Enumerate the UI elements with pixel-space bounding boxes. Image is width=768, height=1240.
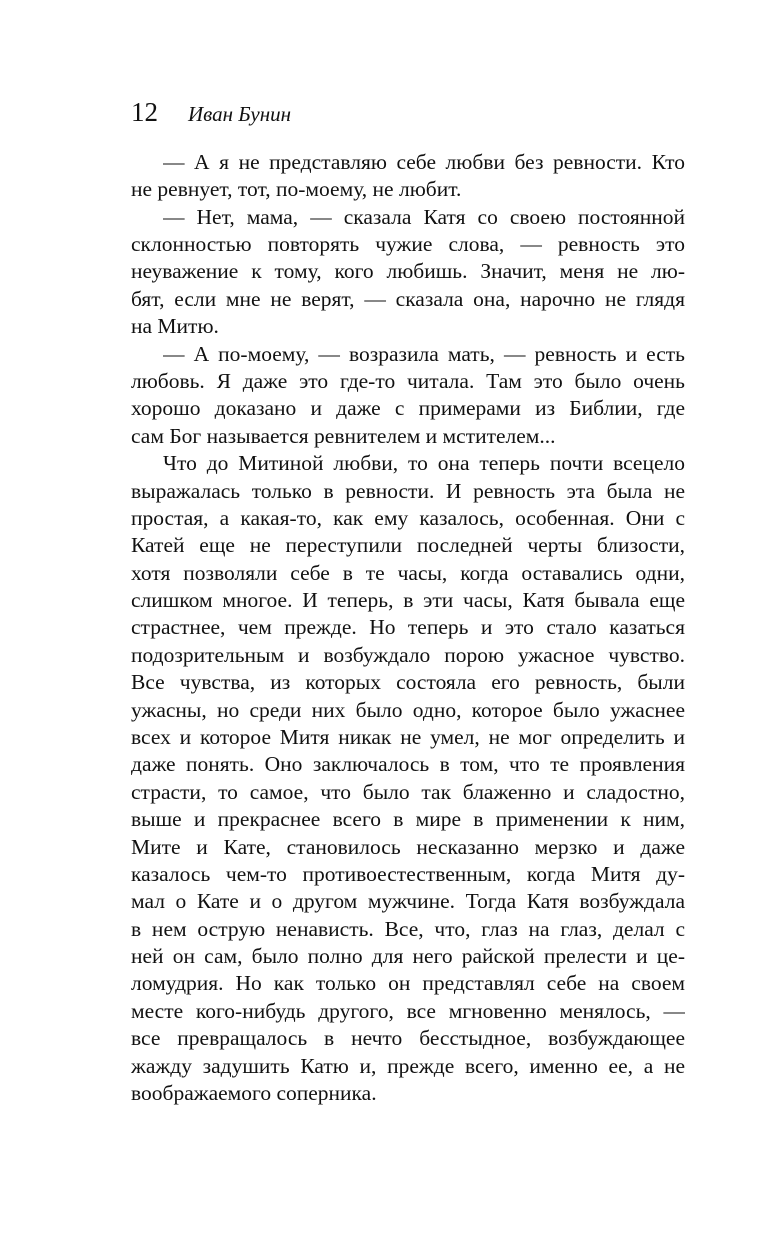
text-line: воображаемого соперника. <box>131 1081 377 1105</box>
text-line: простая, а какая-то, как ему казалось, особенная. Они с <box>131 506 685 530</box>
text-line: сам Бог называется ревнителем и мстителем... <box>131 424 556 448</box>
text-line: — А я не представляю себе любви без ревности. Кто <box>163 150 685 174</box>
text-line: хорошо доказано и даже с примерами из Библии, где <box>131 396 685 420</box>
running-head <box>131 95 291 129</box>
text-line: хотя позволяли себе в те часы, когда оставались одни, <box>131 561 685 585</box>
text-line: — Нет, мама, — сказала Катя со своею постоянной <box>163 205 685 229</box>
text-line: любовь. Я даже это где-то читала. Там это было очень <box>131 369 685 393</box>
text-line: даже понять. Оно заключалось в том, что те проявления <box>131 752 685 776</box>
text-line: казалось чем-то противоестественным, когда Митя ду- <box>131 862 685 886</box>
text-line: страсти, то самое, что было так блаженно и сладостно, <box>131 780 685 804</box>
text-line: выше и прекраснее всего в мире в применении к ним, <box>131 807 685 831</box>
text-line: жажду задушить Катю и, прежде всего, именно ее, а не <box>131 1054 685 1078</box>
text-line: склонностью повторять чужие слова, — ревность это <box>131 232 685 256</box>
author-name: Иван Бунин <box>188 102 292 126</box>
text-line: Мите и Кате, становилось несказанно мерзко и даже <box>131 835 685 859</box>
text-line: страстнее, чем прежде. Но теперь и это стало казаться <box>131 615 685 639</box>
text-line: не ревнует, тот, по-моему, не любит. <box>131 177 462 201</box>
text-line: Что до Митиной любви, то она теперь почти всецело <box>163 451 685 475</box>
text-line: Катей еще не переступили последней черты близости, <box>131 533 685 557</box>
text-line: ужасны, но среди них было одно, которое было ужаснее <box>131 698 685 722</box>
text-line: мал о Кате и о другом мужчине. Тогда Катя возбуждала <box>131 889 685 913</box>
text-line: подозрительным и возбуждало порою ужасное чувство. <box>131 643 685 667</box>
text-line: выражалась только в ревности. И ревность эта была не <box>131 479 685 503</box>
text-line: слишком многое. И теперь, в эти часы, Катя бывала еще <box>131 588 685 612</box>
text-line: в нем острую ненависть. Все, что, глаз на глаз, делал с <box>131 917 685 941</box>
text-line: ломудрия. Но как только он представлял себе на своем <box>131 971 685 995</box>
text-line: — А по-моему, — возразила мать, — ревность и есть <box>163 342 685 366</box>
text-line: всех и которое Митя никак не умел, не мог определить и <box>131 725 685 749</box>
page-number: 12 <box>131 97 158 127</box>
text-line: на Митю. <box>131 314 219 338</box>
text-line: все превращалось в нечто бесстыдное, возбуждающее <box>131 1026 685 1050</box>
text-line: неуважение к тому, кого любишь. Значит, меня не лю- <box>131 259 685 283</box>
text-line: ней он сам, было полно для него райской прелести и це- <box>131 944 685 968</box>
text-line: Все чувства, из которых состояла его ревность, были <box>131 670 685 694</box>
text-line: месте кого-нибудь другого, все мгновенно менялось, — <box>131 999 685 1023</box>
text-line: бят, если мне не верят, — сказала она, нарочно не глядя <box>131 287 685 311</box>
